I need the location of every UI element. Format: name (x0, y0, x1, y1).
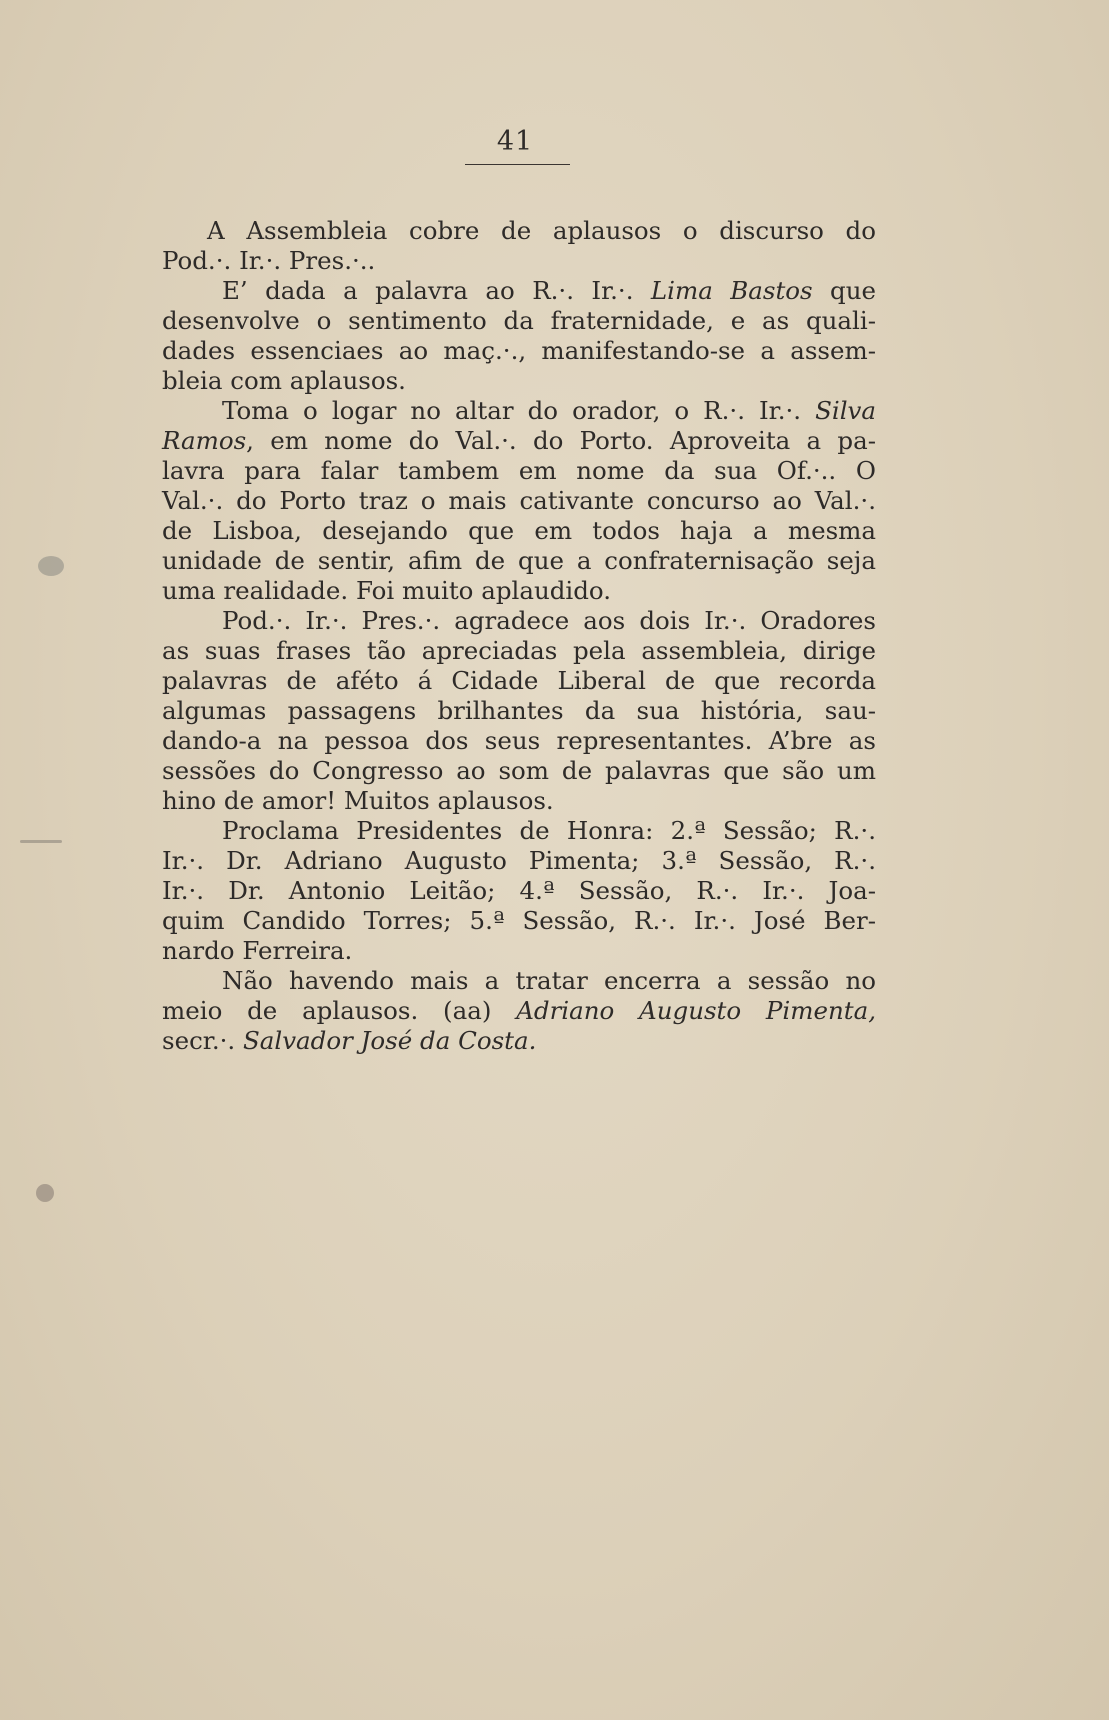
paragraph (162, 816, 876, 966)
italic-name: Salvador José da Costa. (242, 1026, 537, 1055)
text-line: E’ dada a palavra ao R.·. Ir.·. Lima Bastos que (222, 276, 877, 305)
text-line: A Assembleia cobre de aplausos o discurso do (207, 216, 876, 245)
text-line: dades essenciaes ao maç.·., manifestando-se a assem- (162, 336, 876, 365)
ink-blot (38, 556, 64, 576)
italic-name: Silva (815, 396, 876, 425)
paragraph (162, 966, 876, 1056)
italic-name: Adriano Augusto Pimenta, (516, 996, 876, 1025)
paragraph (162, 276, 876, 396)
text-line: Toma o logar no altar do orador, o R.·. Ir.·. Silva (222, 396, 876, 425)
text-line: palavras de aféto á Cidade Liberal de que recorda (162, 666, 876, 695)
text-line: Proclama Presidentes de Honra: 2.ª Sessão; R.·. (222, 816, 876, 845)
text-line: meio de aplausos. (aa) Adriano Augusto Pimenta, (162, 996, 876, 1025)
italic-name: Lima Bastos (650, 276, 813, 305)
text-line: lavra para falar tambem em nome da sua Of.·.. O (162, 456, 876, 485)
text-line: desenvolve o sentimento da fraternidade, e as quali- (162, 306, 876, 335)
text-line: secr.·. Salvador José da Costa. (162, 1026, 537, 1055)
text-line: unidade de sentir, afim de que a confraternisação seja (162, 546, 876, 575)
text-line: algumas passagens brilhantes da sua história, sau- (162, 696, 876, 725)
paragraph (162, 216, 876, 276)
text-line: Não havendo mais a tratar encerra a sessão no (222, 966, 876, 995)
text-line: nardo Ferreira. (162, 936, 353, 965)
text-line: sessões do Congresso ao som de palavras que são um (162, 756, 876, 785)
text-line: Ir.·. Dr. Antonio Leitão; 4.ª Sessão, R.·. Ir.·. Joa- (162, 876, 876, 905)
text-line: Ir.·. Dr. Adriano Augusto Pimenta; 3.ª Sessão, R.·. (162, 846, 876, 875)
text-line: as suas frases tão apreciadas pela assembleia, dirige (162, 636, 876, 665)
ink-blot (36, 1184, 54, 1202)
text-line: hino de amor! Muitos aplausos. (162, 786, 554, 815)
text-line: dando-a na pessoa dos seus representantes. A’bre as (162, 726, 876, 755)
page-number: 41 (496, 126, 534, 157)
text-line: uma realidade. Foi muito aplaudido. (162, 576, 612, 605)
text-line: Val.·. do Porto traz o mais cativante concurso ao Val.·. (162, 486, 876, 515)
text-line: Pod.·. Ir.·. Pres.·. agradece aos dois Ir.·. Oradores (222, 606, 876, 635)
text-line: quim Candido Torres; 5.ª Sessão, R.·. Ir.·. José Ber- (162, 906, 876, 935)
text-line: de Lisboa, desejando que em todos haja a mesma (162, 516, 876, 545)
text-line: Pod.·. Ir.·. Pres.·.. (162, 246, 376, 275)
paragraph (162, 396, 876, 606)
italic-name: Ramos (162, 426, 247, 455)
paragraph (162, 606, 876, 816)
ink-mark (20, 840, 62, 843)
text-line: Ramos, em nome do Val.·. do Porto. Aproveita a pa- (162, 426, 876, 455)
text-line: bleia com aplausos. (162, 366, 406, 395)
body-text (162, 216, 876, 1056)
page-number-rule (465, 164, 570, 165)
